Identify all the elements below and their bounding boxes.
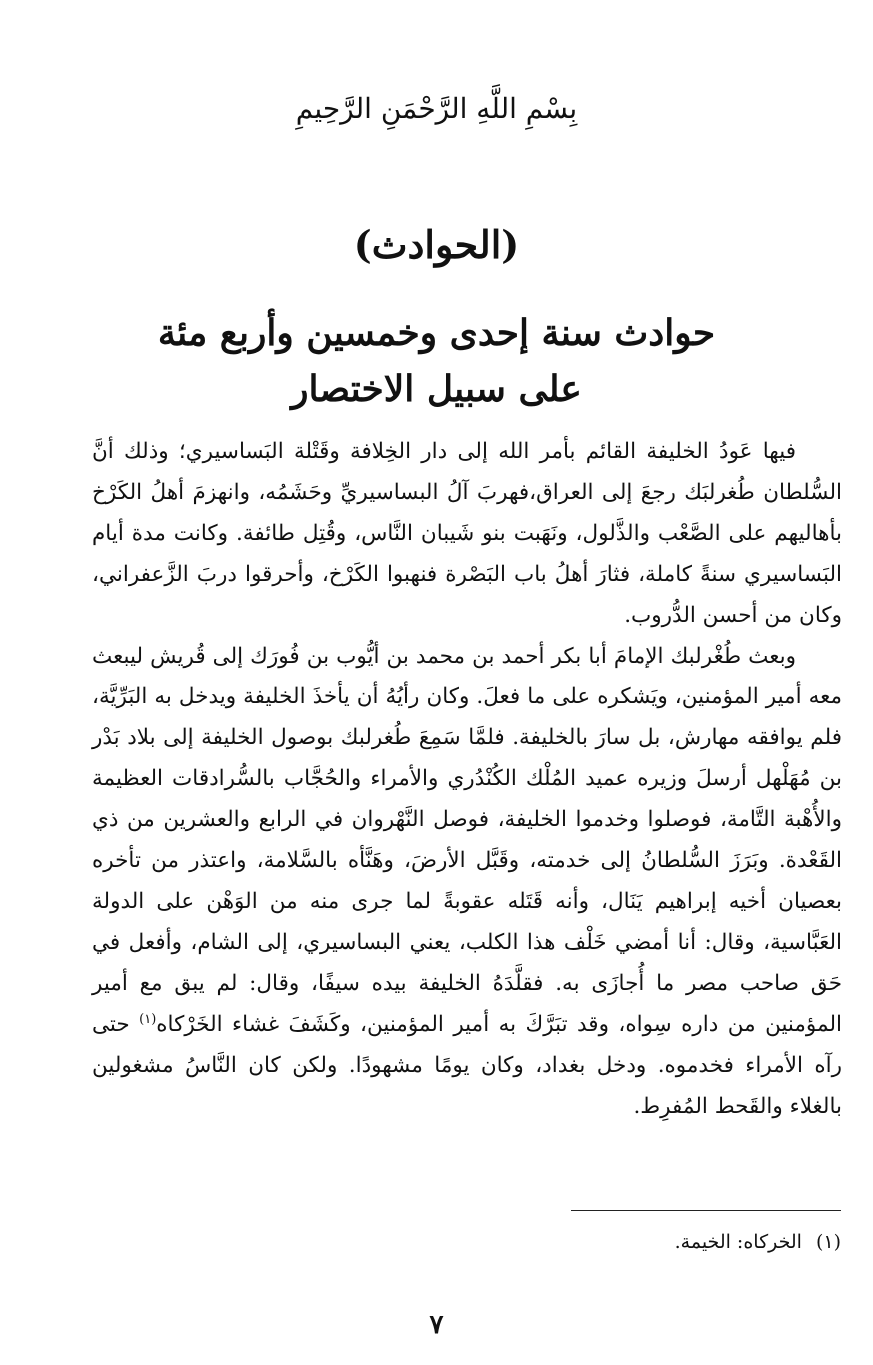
paragraph-1: فيها عَودُ الخليفة القائم بأمر الله إلى دار الخِلافة وقَتْلة البَساسيري؛ وذلك أنَّ السُّلطان طُغرلبَك رجعَ إلى العراق،فهربَ آلُ البساسيريِّ وحَشَمُه، وانهزمَ أهلُ الكَرْخ بأهاليهم على الصَّعْب والذَّلول، ونَهَبت بنو شَيبان النَّاس، وقُتِل طائفة. وكانت مدة أيام البَساسيري سنةً كاملة، فثارَ أهلُ باب البَصْرة فنهبوا الكَرْخ، وأحرقوا دربَ الزَّعفراني، وكان من أحسن الدُّروب. — [92, 439, 842, 628]
body-text — [92, 432, 842, 1127]
basmala-header: بِسْمِ اللَّهِ الرَّحْمَنِ الرَّحِيمِ — [295, 92, 578, 125]
paragraph-2 — [92, 637, 842, 1128]
section-heading: (الحوادث) — [353, 222, 520, 267]
footnote-marker: (١) — [815, 1231, 841, 1253]
paragraph-2-main: وبعث طُغْرلبك الإمامَ أبا بكر أحمد بن محمد بن أيُّوب بن فُورَك إلى قُريش ليبعث معه أمير المؤمنين، ويَشكره على ما فعلَ. وكان رأيُهُ أن يأخذَ الخليفة ويدخل به البَرِّيَّة، فلم يوافقه مهارش، بل سارَ بالخليفة. فلمَّا سَمِعَ طُغرلبك بوصول الخليفة إلى بلاد بَدْر بن مُهَلْهل أرسلَ وزيره عميد المُلْك الكُنْدُري والأمراء والحُجَّاب بالسُّرادقات العظيمة والأُهْبة التَّامة، فوصلوا وخدموا الخليفة، فوصل النَّهْروان في الرابع والعشرين من ذي القَعْدة. وبَرَزَ السُّلطانُ إلى خدمته، وقَبَّل الأرضَ، وهَنَّأه بالسَّلامة، واعتذر من تأخره بعصيان أخيه إبراهيم يَنَال، وأنه قَتَله عقوبةً لما جرى منه من الوَهْن على الدولة العَبَّاسية، وقال: أنا أمضي خَلْف هذا الكلب، يعني البساسيري، إلى الشام، وأفعل في حَق صاحب مصر ما أُجازَى به. فقلَّدَهُ الخليفة بيده سيفًا، وقال: لم يبق مع أمير المؤمنين من داره سِواه، وقد تبَرَّكَ به أمير المؤمنين، وكَشَفَ غشاء الخَرْكاه — [92, 643, 842, 1037]
page-number: ٧ — [429, 1310, 444, 1340]
footnote-text: الخركاه: الخيمة. — [674, 1231, 802, 1253]
chapter-title-line-1: حوادث سنة إحدى وخمسين وأربع مئة — [157, 312, 716, 354]
footnote-reference[interactable]: (١) — [139, 1011, 157, 1027]
chapter-title-line-2: على سبيل الاختصار — [291, 368, 582, 410]
footnote-divider — [571, 1210, 841, 1211]
footnote — [141, 1228, 841, 1256]
paragraph-2-tail: حتى رآه الأمراء فخدموه. ودخل بغداد، وكان يومًا مشهودًا. ولكن كان النَّاسُ مشغولين بالغلاء والقَحط المُفرِط. — [92, 1011, 842, 1119]
